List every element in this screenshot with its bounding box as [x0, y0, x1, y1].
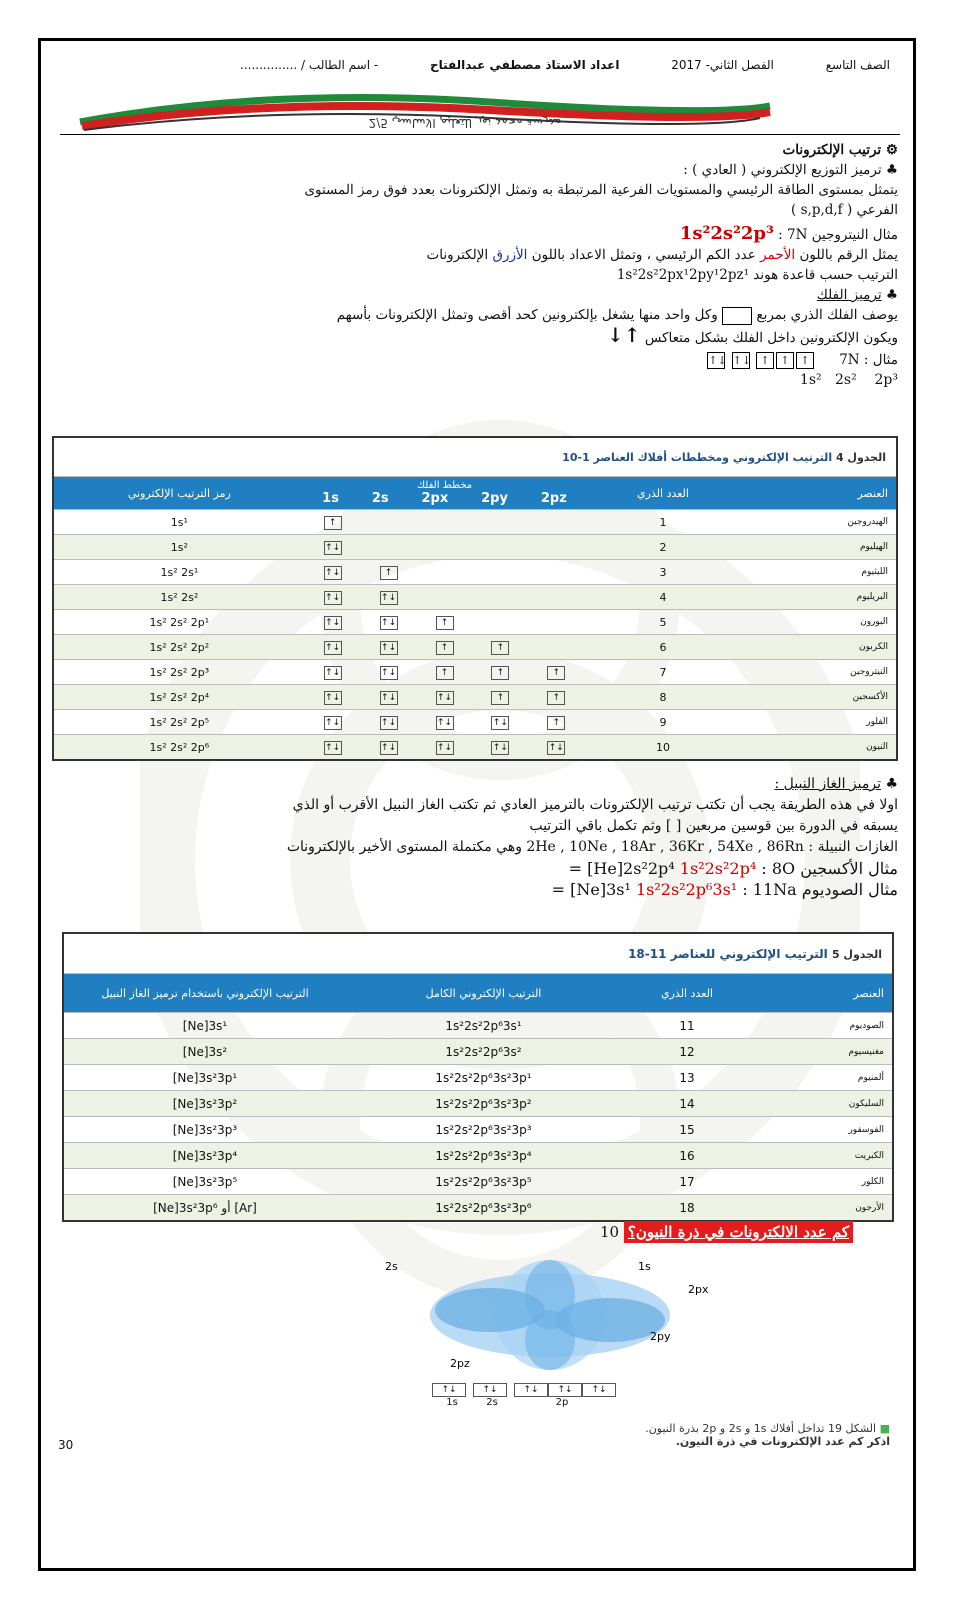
orbital-cell: [472, 710, 528, 735]
table-row: [53, 610, 897, 635]
full-config: 1s²2s²2p⁶3s²3p¹: [346, 1065, 621, 1091]
electron-config: 1s² 2s¹: [53, 560, 305, 585]
orbital-cell: [305, 610, 361, 635]
atomic-number: 12: [621, 1039, 753, 1065]
fig-label-2px: 2px: [688, 1283, 709, 1296]
element-name: مغنيسيوم: [753, 1039, 893, 1065]
orbital-cell: [417, 535, 473, 560]
orbital-cell: [528, 510, 584, 535]
orbital-cell: [305, 635, 361, 660]
ex1-symbol: 8O :: [761, 859, 796, 878]
table-row: [63, 1195, 893, 1222]
table-row: [53, 535, 897, 560]
orbital-box: ↓↑: [436, 742, 453, 753]
element-name: الهيليوم: [742, 535, 897, 560]
example-label: مثال النيتروجين: [811, 227, 898, 243]
noble-config: [Ne]3s²3p³: [63, 1117, 346, 1143]
t1-col-number: العدد الذري: [584, 477, 741, 510]
section1-para1: يتمثل بمستوى الطاقة الرئيسي والمستويات الفرعية المرتبطة به وتمثل الإلكترونات بعدد فوق رمز المستوى: [304, 182, 898, 198]
ex2-label: مثال الصوديوم: [801, 880, 898, 899]
orbital-cell: [417, 560, 473, 585]
electron-config: 1s² 2s² 2p⁴: [53, 685, 305, 710]
orbital-cell: [361, 660, 417, 685]
orbital-box: ↓↑: [325, 717, 341, 728]
fig-label-2pz: 2pz: [450, 1357, 470, 1370]
orbital-box: ↑: [436, 641, 454, 655]
section1-sub2: ترميز الفلك: [816, 287, 882, 303]
orbital-cell: [305, 560, 361, 585]
example-symbol: 7N :: [778, 227, 808, 243]
section1-para1b: الفرعي ( s,p,d,f ): [791, 202, 898, 218]
orbital-cell: [305, 535, 361, 560]
full-config: 1s²2s²2p⁶3s¹: [346, 1013, 621, 1039]
orbital-label-2s: 2s²: [834, 372, 857, 388]
header-semester: الفصل الثاني- 2017: [671, 58, 774, 72]
orbital-cell: [472, 660, 528, 685]
section2-para2: يسبقه في الدورة بين قوسين مربعين [ ] وثم تكمل باقي الترتيب: [529, 818, 898, 834]
ex1-full: 1s²2s²2p⁴: [679, 859, 757, 878]
full-config: 1s²2s²2p⁶3s²3p⁵: [346, 1169, 621, 1195]
element-name: الكبريت: [753, 1143, 893, 1169]
question: [600, 1223, 853, 1241]
orbital-box: ↓↑: [381, 617, 397, 628]
orbital-box: ↓↑: [325, 567, 341, 578]
orbital-box: ↓↑: [325, 592, 341, 603]
header-grade: الصف التاسع: [825, 58, 890, 72]
orbital-cell: [305, 710, 361, 735]
element-name: الأكسجين: [742, 685, 897, 710]
arrows-icon: ↑↓: [607, 323, 641, 347]
orbital-cell: [417, 510, 473, 535]
fig-label-1s: 1s: [638, 1260, 651, 1273]
orbital-cell: [305, 685, 361, 710]
page-number: 30: [58, 1438, 74, 1452]
orbital-cell: [528, 660, 584, 685]
electron-config: 1s² 2s² 2p⁶: [53, 735, 305, 761]
orbital-box: ↑: [547, 716, 565, 730]
example-config: 1s²2s²2p³: [679, 223, 774, 244]
atomic-number: 3: [584, 560, 741, 585]
para5: ويكون الإلكترونين داخل الفلك بشكل متعاكس: [644, 330, 898, 346]
table-row: [53, 735, 897, 761]
orbital-cell: [417, 610, 473, 635]
fig-label-2py: 2py: [650, 1330, 671, 1343]
table-row: [63, 1039, 893, 1065]
atomic-number: 16: [621, 1143, 753, 1169]
orbital-cell: [417, 735, 473, 761]
element-name: الصوديوم: [753, 1013, 893, 1039]
t2-col-noble: الترتيب الإلكتروني باستخدام ترميز الغاز النبيل: [63, 974, 346, 1013]
orbital-box: ↑: [324, 516, 342, 530]
electron-config: 1s² 2s² 2p⁵: [53, 710, 305, 735]
orbital-cell: [361, 585, 417, 610]
orbital-cell: [361, 535, 417, 560]
para4a: يوصف الفلك الذري بمربع: [756, 307, 898, 323]
page-header: [240, 58, 890, 72]
header-divider: [60, 134, 900, 135]
table-row: [63, 1117, 893, 1143]
orbital-box: ↓↑: [325, 667, 341, 678]
table-row: [63, 1091, 893, 1117]
orbital-box: ↓↑: [325, 642, 341, 653]
section1-title: ترتيب الإلكترونات: [782, 142, 882, 158]
figure-caption: ■ الشكل 19 تداخل أفلاك 1s و 2s و 2p بذرة النيون. اذكر كم عدد الإلكترونات في ذرة النيون.: [645, 1422, 890, 1448]
orbital-cell: [417, 660, 473, 685]
t1-col-diagram: مخطط الفلك 1s 2s 2px 2py 2pz: [305, 477, 585, 510]
orbital-cell: [528, 610, 584, 635]
orbital-label-1s: 1s²: [799, 372, 822, 388]
element-name: الأرجون: [753, 1195, 893, 1222]
table-row: [53, 510, 897, 535]
fig-orbital-boxes: ↑↓ ↑↓ ↑↓ ↑↓ ↑↓ 1s 2s 2p: [432, 1382, 616, 1408]
noble-config: [Ne]3s²3p¹: [63, 1065, 346, 1091]
orbital-box: ↓↑: [436, 692, 453, 703]
atomic-number: 4: [584, 585, 741, 610]
element-name: الفوسفور: [753, 1117, 893, 1143]
question-text: كم عدد الالكترونات في ذرة النيون؟: [624, 1221, 853, 1243]
section1-sub1: ترميز التوزيع الإلكتروني ( العادي ) :: [683, 162, 882, 178]
ex2-symbol: 11Na :: [742, 880, 797, 899]
orbital-cell: [528, 735, 584, 761]
orbital-cell: [528, 685, 584, 710]
orbital-cell: [528, 710, 584, 735]
hund-config: 1s²2s²2px¹2py¹2pz¹: [616, 267, 749, 283]
orbital-box: ↓↑: [325, 742, 341, 753]
orbital-cell: [417, 685, 473, 710]
section2-title: ترميز الغاز النبيل :: [774, 776, 881, 792]
orbital-cell: [417, 635, 473, 660]
para2-blue: الأزرق: [492, 247, 528, 263]
atomic-number: 13: [621, 1065, 753, 1091]
table-row: [53, 560, 897, 585]
electron-config: 1s² 2s² 2p¹: [53, 610, 305, 635]
orbital-box: ↓↑: [381, 642, 397, 653]
t2-col-element: العنصر: [753, 974, 893, 1013]
ex1-label: مثال الأكسجين: [800, 859, 898, 878]
orbital-cell: [528, 560, 584, 585]
orbital-cell: [472, 635, 528, 660]
orbital-cell: [305, 585, 361, 610]
electron-config: 1s² 2s²: [53, 585, 305, 610]
element-name: ألمنيوم: [753, 1065, 893, 1091]
atomic-number: 10: [584, 735, 741, 761]
element-name: الليثيوم: [742, 560, 897, 585]
para4b: وكل واحد منها يشغل بإلكترونين كحد أقصى وتمثل الإلكترونات بأسهم: [336, 307, 718, 323]
full-config: 1s²2s²2p⁶3s²3p⁶: [346, 1195, 621, 1222]
atomic-number: 1: [584, 510, 741, 535]
orbital-cell: [472, 535, 528, 560]
orbital-box: ↓↑: [325, 617, 341, 628]
gear-icon: ⚙: [885, 142, 898, 158]
electron-config: 1s¹: [53, 510, 305, 535]
atomic-number: 17: [621, 1169, 753, 1195]
orbital-box: ↓↑: [381, 742, 397, 753]
orbital-cell: [305, 660, 361, 685]
para2b: عدد الكم الرئيسي ، وتمثل الاعداد باللون: [531, 247, 756, 263]
table-row: [53, 660, 897, 685]
orbital-box: ↓↑: [492, 742, 508, 753]
orbital-cell: [472, 610, 528, 635]
section-noble-gas: [58, 774, 898, 900]
element-name: البريليوم: [742, 585, 897, 610]
orbital-cell: [528, 635, 584, 660]
atomic-number: 15: [621, 1117, 753, 1143]
atomic-number: 11: [621, 1013, 753, 1039]
ex2-short: = [Ne]3s¹: [551, 880, 631, 899]
orbital-cell: [361, 560, 417, 585]
section-electron-configuration: ⚙ ترتيب الإلكترونات ♣ ترميز التوزيع الإلكتروني ( العادي ) : يتمثل بمستوى الطاقة الرئيسي والمستويات الفرعية المرتبطة به وتمثل الإلكترونات بعدد فوق رمز المستوى الفرعي ( s,p,d,f ) مثال النيتروجين 7N : 1s²2s²2p³ يمثل الرقم باللون الأحمر عدد الكم الرئيسي ، وتمثل الاعداد باللون الأزرق الإلكترونات الترتيب حسب قاعدة هوند 1s²2s²2px¹2py¹2pz¹ ♣ ترميز الفلك يوصف الفلك الذري بمربع وكل واحد منها يشغل بإلكترونين كحد أقصى وتمثل الإلكترونات بأسهم ويكون الإلكترونين داخل الفلك بشكل متعاكس ↑↓ مثال : 7N ↑↓ ↑↓ ↑ ↑ ↑ 1s² 2s² 2p³: [58, 140, 898, 390]
example2-label: مثال :: [863, 352, 898, 368]
orbital-cell: [361, 510, 417, 535]
full-config: 1s²2s²2p⁶3s²3p³: [346, 1117, 621, 1143]
atomic-number: 6: [584, 635, 741, 660]
atomic-number: 14: [621, 1091, 753, 1117]
full-config: 1s²2s²2p⁶3s²3p²: [346, 1091, 621, 1117]
atomic-number: 18: [621, 1195, 753, 1222]
electron-config: 1s²: [53, 535, 305, 560]
para2-red: الأحمر: [760, 247, 796, 263]
school-name: مدرسة محمد نور للتعليم الاساسي 2/5: [368, 116, 562, 130]
orbital-cell: [472, 685, 528, 710]
orbital-cell: [528, 535, 584, 560]
orbital-cell: [417, 710, 473, 735]
table-row: [53, 710, 897, 735]
noble-config: [Ne]3s²: [63, 1039, 346, 1065]
orbital-cell: [472, 585, 528, 610]
t2-col-full: الترتيب الإلكتروني الكامل: [346, 974, 621, 1013]
noble-config: [Ne]3s¹: [63, 1013, 346, 1039]
table-row: [63, 1169, 893, 1195]
ex2-full: 1s²2s²2p⁶3s¹: [635, 880, 738, 899]
table-row: [53, 685, 897, 710]
orbital-label-2p: 2p³: [874, 372, 898, 388]
para2a: يمثل الرقم باللون: [799, 247, 898, 263]
full-config: 1s²2s²2p⁶3s²3p⁴: [346, 1143, 621, 1169]
table-noble-gas-configs: [62, 932, 894, 1222]
element-name: الكربون: [742, 635, 897, 660]
question-answer: 10: [600, 1223, 620, 1241]
section2-para1: اولا في هذه الطريقة يجب أن تكتب ترتيب الإلكترونات بالترميز العادي ثم تكتب الغاز النبيل الأقرب أو الذي: [292, 797, 898, 813]
header-student: - اسم الطالب / ...............: [240, 58, 379, 72]
orbital-box: ↓↑: [436, 717, 453, 728]
element-name: النيون: [742, 735, 897, 761]
orbital-box: ↑: [436, 666, 454, 680]
atomic-number: 8: [584, 685, 741, 710]
table-orbital-diagrams: [52, 436, 898, 761]
orbital-box: ↑: [380, 566, 398, 580]
orbital-cell: [361, 735, 417, 761]
element-name: الهيدروجين: [742, 510, 897, 535]
fig-label-2s: 2s: [385, 1260, 398, 1273]
element-name: السليكون: [753, 1091, 893, 1117]
example2-symbol: 7N: [839, 352, 860, 368]
table-row: [63, 1065, 893, 1091]
t1-col-symbol: رمز الترتيب الإلكتروني: [53, 477, 305, 510]
table-row: [53, 635, 897, 660]
atomic-number: 2: [584, 535, 741, 560]
noble-config: [Ne]3s²3p²: [63, 1091, 346, 1117]
element-name: النيتروجين: [742, 660, 897, 685]
orbital-box: ↓↑: [325, 692, 341, 703]
element-name: الفلور: [742, 710, 897, 735]
element-name: البورون: [742, 610, 897, 635]
orbital-box: ↓↑: [381, 592, 397, 603]
orbital-cell: [361, 710, 417, 735]
orbital-cell: [305, 735, 361, 761]
table-row: [53, 585, 897, 610]
orbital-cell: [528, 585, 584, 610]
orbital-box: ↑: [491, 641, 509, 655]
orbital-cell: [472, 560, 528, 585]
para3: الترتيب حسب قاعدة هوند: [753, 267, 898, 283]
orbital-box: ↑: [491, 666, 509, 680]
orbital-box: ↑: [436, 616, 454, 630]
table2-caption: الجدول 5 الترتيب الإلكتروني للعناصر 11-18: [63, 933, 893, 974]
orbital-box: ↑: [547, 691, 565, 705]
electron-config: 1s² 2s² 2p³: [53, 660, 305, 685]
orbital-box-icon: [722, 307, 752, 325]
orbital-cell: [361, 685, 417, 710]
orbital-cell: [417, 585, 473, 610]
noble-config: [Ne]3s²3p⁴: [63, 1143, 346, 1169]
atomic-number: 7: [584, 660, 741, 685]
club-bullet-icon: ♣: [885, 162, 898, 178]
atomic-number: 5: [584, 610, 741, 635]
orbital-box: ↑: [491, 691, 509, 705]
noble-config: [Ne]3s²3p⁶ أو [Ar]: [63, 1195, 346, 1222]
header-teacher: اعداد الاستاذ مصطفي عبدالفتاح: [429, 58, 620, 72]
t1-col-element: العنصر: [742, 477, 897, 510]
neon-orbitals-figure: [370, 1255, 730, 1375]
table-row: [63, 1143, 893, 1169]
para2c: الإلكترونات: [426, 247, 489, 263]
orbital-cell: [361, 610, 417, 635]
orbital-box: ↓↑: [548, 742, 564, 753]
full-config: 1s²2s²2p⁶3s²: [346, 1039, 621, 1065]
orbital-cell: [305, 510, 361, 535]
element-name: الكلور: [753, 1169, 893, 1195]
ex1-short: = [He]2s²2p⁴: [568, 859, 675, 878]
table1-caption: الجدول 4 الترتيب الإلكتروني ومخططات أفلاك العناصر 1-10: [53, 437, 897, 477]
orbital-box: ↓↑: [492, 717, 508, 728]
orbital-cell: [472, 510, 528, 535]
club-bullet-icon: ♣: [885, 776, 898, 792]
orbital-box: ↑: [547, 666, 565, 680]
orbital-cell: [472, 735, 528, 761]
section2-para3: الغازات النبيلة : 2He , 10Ne , 18Ar , 36Kr , 54Xe , 86Rn وهي مكتملة المستوى الأخير بالإلكترونات: [286, 839, 898, 855]
orbital-box: ↓↑: [381, 692, 397, 703]
atomic-number: 9: [584, 710, 741, 735]
t2-col-number: العدد الذري: [621, 974, 753, 1013]
orbital-box: ↓↑: [381, 667, 397, 678]
table-row: [63, 1013, 893, 1039]
orbital-box: ↓↑: [325, 542, 341, 553]
orbital-cell: [361, 635, 417, 660]
electron-config: 1s² 2s² 2p²: [53, 635, 305, 660]
noble-config: [Ne]3s²3p⁵: [63, 1169, 346, 1195]
club-bullet-icon: ♣: [885, 287, 898, 303]
orbital-box: ↓↑: [381, 717, 397, 728]
